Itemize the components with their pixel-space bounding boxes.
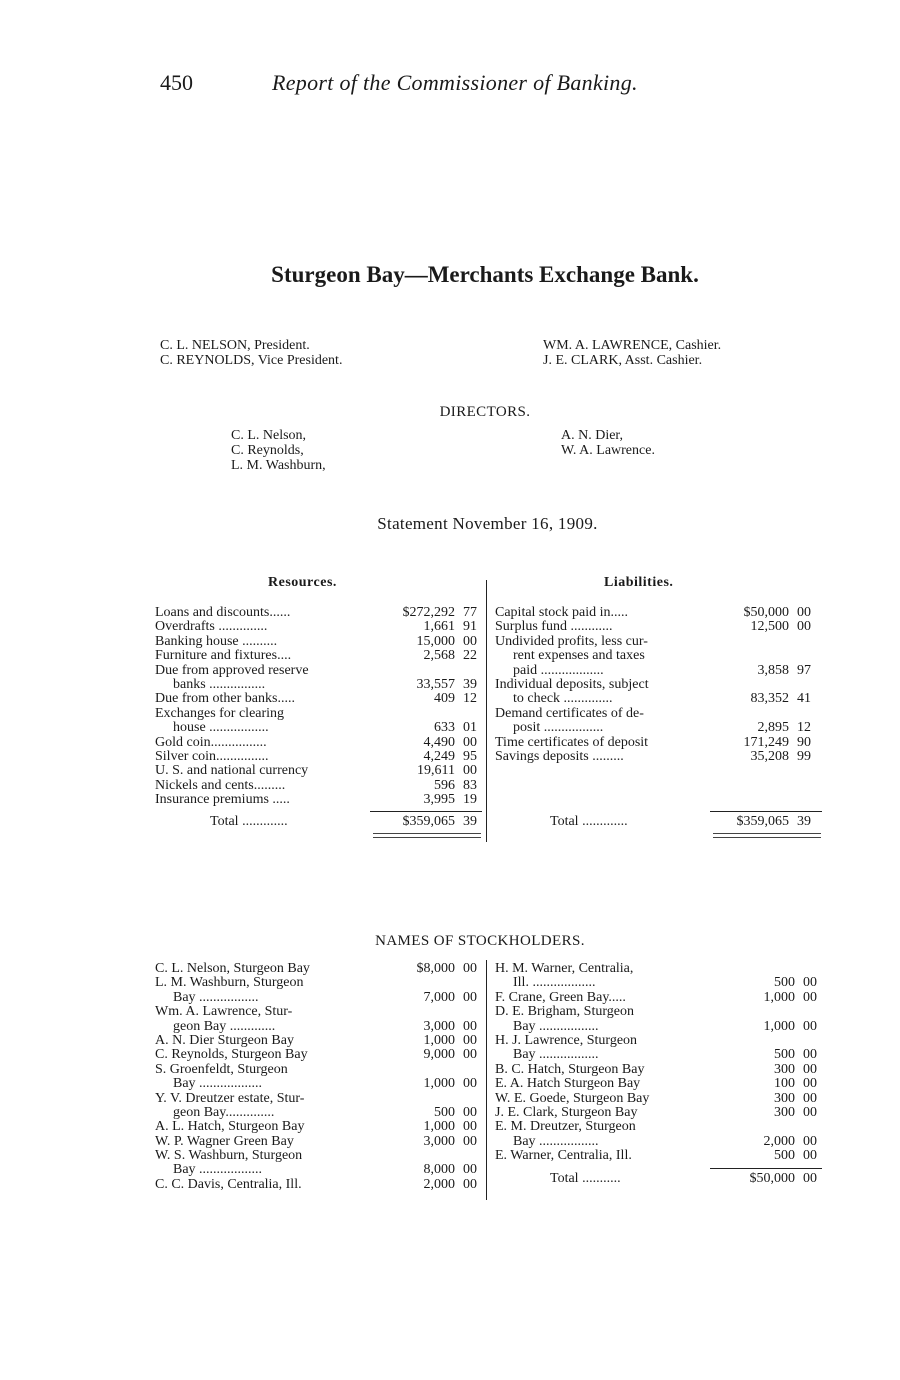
stockholder-row: Wm. A. Lawrence, Stur- [155, 1004, 293, 1020]
column-divider [486, 960, 487, 1200]
stockholder-row: D. E. Brigham, Sturgeon [495, 1004, 634, 1020]
bank-title: Sturgeon Bay—Merchants Exchange Bank. [271, 262, 699, 287]
liability-row: Undivided profits, less cur- [495, 633, 648, 649]
stockholder-row: F. Crane, Green Bay..... 1,000 00 [495, 989, 817, 1005]
column-divider [486, 580, 487, 842]
statement-date: Statement November 16, 1909. [377, 514, 598, 533]
total-rule [710, 811, 822, 812]
stockholder-row: L. M. Washburn, Sturgeon [155, 975, 304, 991]
stockholder-row: Bay .................. 1,000 00 [173, 1076, 477, 1092]
director-name: W. A. Lawrence. [561, 443, 655, 458]
director-name: C. Reynolds, [231, 443, 304, 458]
total-rule [710, 1168, 822, 1169]
directors-heading: DIRECTORS. [439, 404, 531, 420]
liabilities-table [495, 606, 825, 838]
stockholder-row: C. C. Davis, Centralia, Ill. 2,000 00 [155, 1176, 477, 1192]
directors-left [231, 428, 326, 473]
resource-row: Silver coin............... 4,249 95 [155, 748, 477, 764]
officer-vice-president: C. REYNOLDS, Vice President. [160, 353, 343, 368]
officers-right [543, 338, 721, 368]
page-number: 450 [160, 70, 193, 95]
stockholder-row: Bay ................. 7,000 00 [173, 989, 477, 1005]
liability-row: Capital stock paid in..... $50,000 00 [495, 605, 811, 620]
resource-row: Insurance premiums ..... 3,995 19 [155, 792, 477, 808]
stockholder-row: W. P. Wagner Green Bay 3,000 00 [155, 1133, 477, 1149]
liability-row: posit ................. 2,895 12 [513, 720, 811, 736]
resource-row: Loans and discounts...... $272,292 77 [155, 605, 477, 620]
liabilities-total-row: Total ............. $359,065 39 [550, 814, 811, 830]
officer-president: C. L. NELSON, President. [160, 338, 310, 353]
stockholder-row: Bay ................. 2,000 00 [513, 1133, 817, 1149]
resources-total-row: Total ............. $359,065 39 [210, 814, 477, 830]
liability-row: Demand certificates of de- [495, 705, 644, 721]
stockholder-row: Ill. .................. 500 00 [513, 975, 817, 991]
stockholder-row: H. M. Warner, Centralia, [495, 961, 634, 976]
stockholder-row: W. S. Washburn, Sturgeon [155, 1148, 303, 1164]
stockholder-row: geon Bay ............. 3,000 00 [173, 1018, 477, 1034]
liabilities-heading: Liabilities. [604, 575, 674, 590]
resource-row: Due from other banks..... 409 12 [155, 691, 477, 707]
resource-row: house ................. 633 01 [173, 720, 477, 736]
officer-asst-cashier: J. E. CLARK, Asst. Cashier. [543, 353, 703, 368]
double-rule [373, 833, 481, 838]
stockholder-row: geon Bay.............. 500 00 [173, 1104, 477, 1120]
resource-row: Banking house .......... 15,000 00 [155, 633, 477, 649]
stockholder-row: A. N. Dier Sturgeon Bay 1,000 00 [155, 1032, 477, 1048]
stockholder-row: Bay ................. 500 00 [513, 1047, 817, 1063]
stockholders-right [495, 962, 825, 1187]
running-header-title: Report of the Commissioner of Banking. [272, 70, 638, 95]
director-name: A. N. Dier, [561, 428, 624, 443]
liability-row: Surplus fund ............ 12,500 00 [495, 619, 811, 635]
stockholders-total-row: Total ........... $50,000 00 [550, 1171, 817, 1187]
stockholders-heading: NAMES OF STOCKHOLDERS. [375, 933, 585, 949]
total-rule [370, 811, 482, 812]
resource-row: banks ................ 33,557 39 [173, 676, 477, 692]
stockholder-row: A. L. Hatch, Sturgeon Bay 1,000 00 [155, 1119, 477, 1135]
resource-row: Overdrafts .............. 1,661 91 [155, 619, 477, 635]
officer-cashier: WM. A. LAWRENCE, Cashier. [543, 338, 722, 353]
resource-row: Exchanges for clearing [155, 705, 285, 721]
stockholder-row: C. Reynolds, Sturgeon Bay 9,000 00 [155, 1047, 477, 1063]
stockholder-row: Y. V. Dreutzer estate, Stur- [155, 1090, 305, 1106]
stockholder-row: E. A. Hatch Sturgeon Bay 100 00 [495, 1076, 817, 1092]
stockholder-row: Bay ................. 1,000 00 [513, 1018, 817, 1034]
stockholder-row: H. J. Lawrence, Sturgeon [495, 1032, 638, 1048]
stockholder-row: J. E. Clark, Sturgeon Bay 300 00 [495, 1104, 817, 1120]
director-name: C. L. Nelson, [231, 428, 307, 443]
stockholder-row: W. E. Goede, Sturgeon Bay 300 00 [495, 1090, 817, 1106]
stockholder-row: C. L. Nelson, Sturgeon Bay $8,000 00 [155, 961, 477, 976]
stockholder-row: E. M. Dreutzer, Sturgeon [495, 1119, 636, 1135]
resource-row: Nickels and cents......... 596 83 [155, 777, 477, 793]
director-name: L. M. Washburn, [231, 458, 326, 473]
directors-right [561, 428, 655, 458]
liability-row: to check .............. 83,352 41 [513, 691, 811, 707]
officers-left [160, 338, 342, 368]
liability-row: rent expenses and taxes [513, 648, 645, 664]
stockholder-row: B. C. Hatch, Sturgeon Bay 300 00 [495, 1061, 817, 1077]
stockholder-row: Bay .................. 8,000 00 [173, 1162, 477, 1178]
resources-heading: Resources. [268, 575, 337, 590]
stockholder-row: S. Groenfeldt, Sturgeon [155, 1061, 288, 1077]
stockholders-left [155, 962, 485, 1192]
liability-row: Time certificates of deposit 171,249 90 [495, 734, 811, 750]
resource-row: Furniture and fixtures.... 2,568 22 [155, 648, 477, 664]
stockholder-row: E. Warner, Centralia, Ill. 500 00 [495, 1148, 817, 1164]
resource-row: Due from approved reserve [155, 662, 309, 678]
liability-row: Savings deposits ......... 35,208 99 [495, 748, 811, 764]
double-rule [713, 833, 821, 838]
liability-row: Individual deposits, subject [495, 676, 649, 692]
resources-table [155, 606, 485, 838]
liability-row: paid .................. 3,858 97 [513, 662, 811, 678]
resource-row: Gold coin................ 4,490 00 [155, 734, 477, 750]
resource-row: U. S. and national currency 19,611 00 [155, 763, 477, 779]
